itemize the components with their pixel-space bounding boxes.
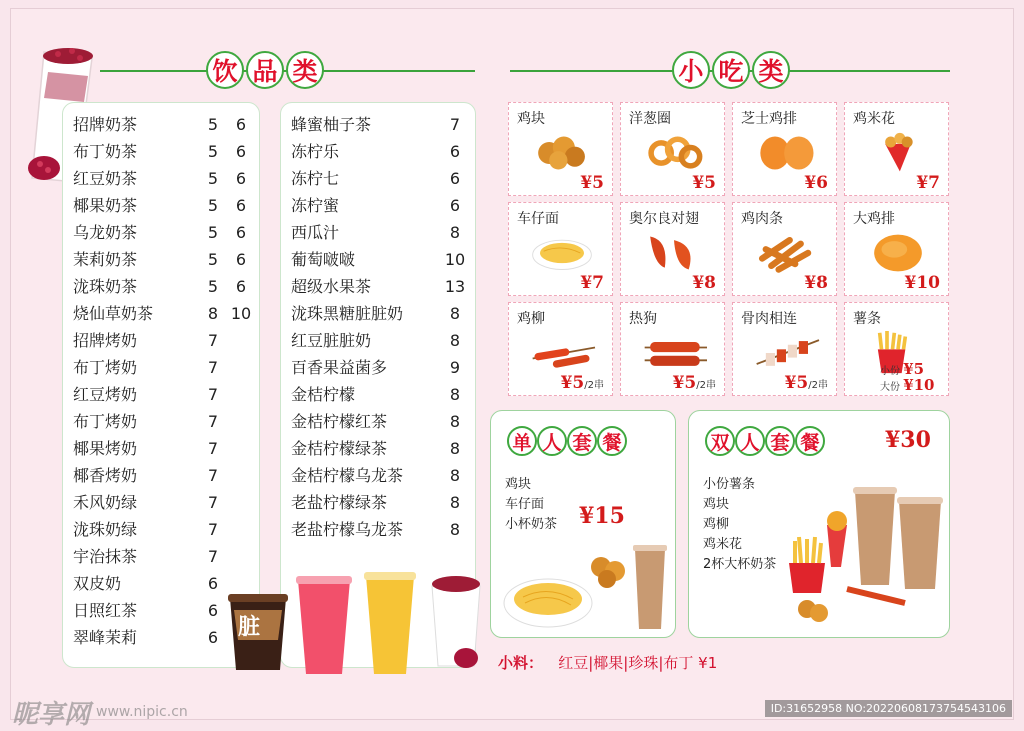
drink-price: 7 [207,358,219,377]
drink-name: 老盐柠檬乌龙茶 [291,520,404,539]
extras-line [498,652,717,673]
drink-row [281,489,475,516]
drink-price: 5 [207,223,219,242]
double-combo-food-icon [785,485,947,625]
drink-name: 泷珠黑糖脏脏奶 [291,304,404,323]
drink-name: 百香果益菌多 [291,358,388,377]
double-combo-price: ¥30 [885,427,931,453]
combo-item: 鸡柳 [703,517,730,532]
drink-row [63,165,259,192]
combo-item: 鸡块 [703,497,730,512]
snack-price-unit: /2串 [696,380,716,391]
drink-price: 7 [207,493,219,512]
snack-name: 鸡米花 [853,111,895,127]
drink-name: 超级水果茶 [291,277,372,296]
double-combo-title [699,419,831,463]
drink-price: 8 [449,331,461,350]
drink-price: 8 [449,520,461,539]
noodles-icon [527,231,597,275]
snack-price [580,173,604,193]
snack-item [508,302,613,396]
single-combo-price: ¥15 [579,503,625,529]
combo-item: 小杯奶茶 [505,517,558,532]
cup-logo: 脏 [238,615,261,640]
snack-price-value: ¥7 [916,173,940,193]
drink-price: 8 [449,304,461,323]
popcorn-chicken-icon [863,131,933,175]
hotdog-skewer-icon [639,331,709,375]
snack-price-value: ¥7 [580,273,604,293]
header-char: 品 [246,51,284,89]
snack-name: 奥尔良对翅 [629,211,699,227]
drink-price: 8 [449,385,461,404]
drink-row [281,273,475,300]
drink-price: 5 [207,250,219,269]
combo-item: 鸡米花 [703,537,743,552]
drink-price: 6 [207,628,219,647]
drink-name: 老盐柠檬绿茶 [291,493,388,512]
drink-row [63,138,259,165]
snack-name: 鸡块 [517,111,545,127]
drink-row [63,192,259,219]
fries-large [880,376,946,394]
drink-row [63,543,259,570]
drink-price-large: 6 [235,277,247,296]
snack-item [844,202,949,296]
drink-cups-icon [226,570,486,680]
snack-item [508,102,613,196]
drink-price: 7 [207,385,219,404]
drink-name: 金桔柠檬红茶 [291,412,388,431]
snacks-header [0,48,1024,94]
drink-row [63,246,259,273]
snack-price [785,373,828,393]
watermark-logo: 昵享网 [12,700,91,730]
fries-prices [880,360,946,394]
header-char: 饮 [206,51,244,89]
drink-price-large: 6 [235,115,247,134]
snack-item [732,202,837,296]
drink-price: 7 [449,115,461,134]
extras-label: 小料： [498,654,544,672]
drink-price: 5 [207,142,219,161]
snack-price-value: ¥8 [692,273,716,293]
snack-name: 热狗 [629,311,657,327]
drink-price: 6 [449,196,461,215]
snack-price-value: ¥5 [560,373,585,393]
drink-name: 红豆奶茶 [73,169,138,188]
drink-name: 禾风奶绿 [73,493,138,512]
header-char: 餐 [795,426,825,456]
snacks-title [666,48,796,92]
drink-name: 布丁烤奶 [73,358,138,377]
fries-large-label: 大份 [880,382,900,393]
drink-price: 7 [207,412,219,431]
snack-item [732,302,837,396]
drink-row [281,300,475,327]
drink-name: 茉莉奶茶 [73,250,138,269]
snack-item [620,102,725,196]
drink-row [281,462,475,489]
drink-row [63,516,259,543]
snack-price [692,273,716,293]
drink-row [63,435,259,462]
chicken-strips-icon [751,231,821,275]
snack-price-value: ¥5 [784,373,809,393]
drink-row [281,516,475,543]
header-char: 小 [672,51,710,89]
drink-price-large: 6 [235,250,247,269]
drink-row [63,354,259,381]
drink-row [63,408,259,435]
snack-item [732,102,837,196]
header-char: 餐 [597,426,627,456]
drink-price: 5 [207,196,219,215]
header-char: 吃 [712,51,750,89]
drink-row [281,408,475,435]
drink-price: 7 [207,520,219,539]
drink-name: 烧仙草奶茶 [73,304,154,323]
snack-price-value: ¥8 [804,273,828,293]
drink-name: 布丁烤奶 [73,412,138,431]
drink-price: 6 [207,601,219,620]
drink-row [281,381,475,408]
header-char: 双 [705,426,735,456]
watermark-url: www.nipic.cn [96,704,188,720]
single-combo [490,410,676,638]
drink-name: 冻柠蜜 [291,196,340,215]
snack-price [673,373,716,393]
snack-price-unit: /2串 [584,380,604,391]
drink-row [63,273,259,300]
drink-price: 8 [207,304,219,323]
drink-price: 6 [207,574,219,593]
snack-item [508,202,613,296]
snack-price-unit: /2串 [808,380,828,391]
drink-price: 13 [444,277,466,296]
single-combo-food-icon [503,545,673,635]
drink-name: 冻柠乐 [291,142,340,161]
drink-price: 7 [207,331,219,350]
snack-price [692,173,716,193]
header-char: 套 [765,426,795,456]
drink-name: 泷珠奶绿 [73,520,138,539]
drink-name: 葡萄啵啵 [291,250,356,269]
onion-rings-icon [639,131,709,175]
drink-name: 金桔柠檬绿茶 [291,439,388,458]
snack-price-value: ¥5 [672,373,697,393]
drink-name: 翠峰茉莉 [73,628,138,647]
header-char: 人 [735,426,765,456]
drink-price: 9 [449,358,461,377]
drink-price-large: 6 [235,196,247,215]
drink-name: 双皮奶 [73,574,122,593]
drink-price: 6 [449,169,461,188]
snack-item [620,202,725,296]
snack-price-value: ¥5 [580,173,604,193]
snack-price [580,273,604,293]
header-char: 套 [567,426,597,456]
drink-name: 招牌烤奶 [73,331,138,350]
header-char: 单 [507,426,537,456]
snack-price [905,273,941,293]
drink-price: 8 [449,412,461,431]
drink-row [281,435,475,462]
snack-item [844,102,949,196]
drink-row [281,327,475,354]
header-char: 类 [286,51,324,89]
snack-name: 鸡肉条 [741,211,783,227]
drink-name: 金桔柠檬 [291,385,356,404]
snack-item [620,302,725,396]
drink-price: 7 [207,439,219,458]
snack-name: 车仔面 [517,211,559,227]
single-combo-title [501,419,633,463]
extras-value: 红豆|椰果|珍珠|布丁 ¥1 [558,654,718,672]
combo-item: 小份薯条 [703,477,756,492]
drink-row [63,381,259,408]
drink-name: 乌龙奶茶 [73,223,138,242]
drink-name: 椰果烤奶 [73,439,138,458]
drink-price: 7 [207,466,219,485]
drink-price: 8 [449,223,461,242]
drink-row [63,489,259,516]
drink-name: 宇治抹茶 [73,547,138,566]
double-combo [688,410,950,638]
cheese-cutlet-icon [751,131,821,175]
drink-price: 8 [449,493,461,512]
watermark-id: ID:31652958 NO:20220608173754543106 [765,700,1012,717]
drink-name: 椰香烤奶 [73,466,138,485]
drink-name: 日照红茶 [73,601,138,620]
drink-name: 西瓜汁 [291,223,340,242]
drink-price-large: 6 [235,142,247,161]
drink-name: 布丁奶茶 [73,142,138,161]
snack-price-value: ¥10 [904,273,940,293]
big-cutlet-icon [863,231,933,275]
snack-price-value: ¥5 [692,173,716,193]
drink-price-large: 6 [235,223,247,242]
drink-price: 7 [207,547,219,566]
snack-name: 大鸡排 [853,211,895,227]
meat-skewer-icon [751,331,821,375]
drink-name: 蜂蜜柚子茶 [291,115,372,134]
drink-row [63,327,259,354]
drink-price: 8 [449,439,461,458]
drink-name: 招牌奶茶 [73,115,138,134]
drink-name: 红豆烤奶 [73,385,138,404]
drink-price-large: 10 [230,304,252,323]
snack-price-value: ¥6 [804,173,828,193]
wings-icon [639,231,709,275]
drink-row [281,165,475,192]
drink-row [281,246,475,273]
drink-row [63,219,259,246]
header-char: 类 [752,51,790,89]
drink-row [63,462,259,489]
drink-name: 红豆脏脏奶 [291,331,372,350]
drink-row [281,192,475,219]
snack-name: 鸡柳 [517,311,545,327]
drink-price: 10 [444,250,466,269]
drink-row [281,354,475,381]
fries-large-price: ¥10 [903,376,935,394]
drink-row [63,300,259,327]
fries-small-label: 小份 [880,366,900,377]
drink-price: 6 [449,142,461,161]
drink-price: 5 [207,115,219,134]
skewer-icon [527,331,597,375]
fries-small-price: ¥5 [903,360,925,378]
drink-name: 泷珠奶茶 [73,277,138,296]
snack-price [561,373,604,393]
snack-price [804,273,828,293]
drink-name: 金桔柠檬乌龙茶 [291,466,404,485]
drink-name: 冻柠七 [291,169,340,188]
snack-name: 洋葱圈 [629,111,671,127]
snack-price [916,173,940,193]
combo-item: 2杯大杯奶茶 [703,557,777,572]
drink-row [63,111,259,138]
drink-row [281,138,475,165]
snack-name: 骨肉相连 [741,311,797,327]
snack-name: 芝士鸡排 [741,111,797,127]
combo-item: 鸡块 [505,477,532,492]
header-char: 人 [537,426,567,456]
drink-row [281,111,475,138]
drink-price: 5 [207,277,219,296]
drink-price-large: 6 [235,169,247,188]
drink-price: 8 [449,466,461,485]
snack-name: 薯条 [853,311,881,327]
nuggets-icon [527,131,597,175]
combo-item: 车仔面 [505,497,545,512]
drink-row [281,219,475,246]
drink-price: 5 [207,169,219,188]
snack-price [804,173,828,193]
drink-name: 椰果奶茶 [73,196,138,215]
